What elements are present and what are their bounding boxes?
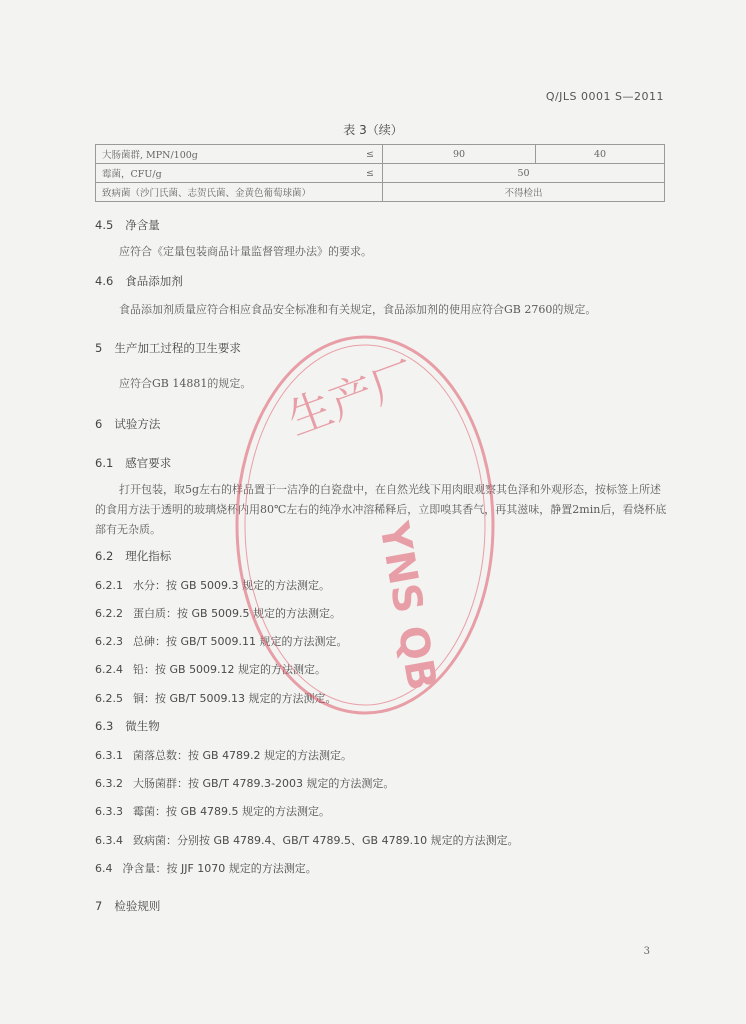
section-number: 6.2 [95, 549, 114, 563]
row-name: 霉菌，CFU/g [96, 164, 349, 183]
item-6-2-2 [95, 605, 341, 621]
item-number: 6.2.1 [95, 579, 123, 592]
section-title: 检验规则 [114, 899, 161, 913]
item-text: 大肠菌群：按 GB/T 4789.3-2003 规定的方法测定。 [133, 777, 395, 790]
section-4-5-text: 应符合《定量包装商品计量监督管理办法》的要求。 [119, 245, 372, 258]
item-number: 6.3.2 [95, 777, 123, 790]
row-symbol: ≤ [348, 145, 383, 164]
row-value-1: 90 [383, 145, 536, 164]
section-title: 试验方法 [114, 417, 161, 431]
section-title: 理化指标 [125, 549, 172, 563]
section-number: 5 [95, 341, 103, 355]
item-number: 6.2.5 [95, 692, 123, 705]
item-6-2-4 [95, 661, 326, 677]
section-number: 4.6 [95, 274, 114, 288]
row-name: 大肠菌群, MPN/100g [96, 145, 349, 164]
item-6-2-1 [95, 577, 330, 593]
item-number: 6.2.4 [95, 663, 123, 676]
item-number: 6.2.3 [95, 635, 123, 648]
section-number: 6.3 [95, 719, 114, 733]
item-text: 霉菌：按 GB 4789.5 规定的方法测定。 [133, 805, 331, 818]
section-5-heading [95, 340, 241, 356]
section-title: 微生物 [125, 719, 160, 733]
table-3-continued [95, 144, 665, 202]
row-name: 致病菌（沙门氏菌、志贺氏菌、金黄色葡萄球菌） [96, 183, 349, 202]
section-number: 7 [95, 899, 103, 913]
row-symbol [348, 183, 383, 202]
section-4-6-heading [95, 273, 183, 289]
item-text: 致病菌：分别按 GB 4789.4、GB/T 4789.5、GB 4789.10 规定的方法测定。 [133, 834, 519, 847]
section-number: 6 [95, 417, 103, 431]
row-value-merged: 不得检出 [383, 183, 665, 202]
section-title: 生产加工过程的卫生要求 [114, 341, 241, 355]
section-4-5-heading [95, 217, 160, 233]
table-row [96, 183, 665, 202]
item-text: 铜：按 GB/T 5009.13 规定的方法测定。 [133, 692, 337, 705]
item-6-2-5 [95, 690, 336, 706]
section-title: 食品添加剂 [125, 274, 183, 288]
item-text: 水分：按 GB 5009.3 规定的方法测定。 [133, 579, 331, 592]
section-title: 净含量 [125, 218, 160, 232]
item-6-3-3 [95, 803, 330, 819]
item-6-4 [95, 860, 317, 876]
item-text: 总砷：按 GB/T 5009.11 规定的方法测定。 [133, 635, 348, 648]
standard-code: Q/JLS 0001 S—2011 [545, 90, 664, 103]
section-5-text: 应符合GB 14881的规定。 [119, 377, 252, 390]
item-6-3-2 [95, 775, 394, 791]
stamp-lettering: YNS QB [370, 518, 445, 694]
item-number: 6.3.1 [95, 749, 123, 762]
table-row [96, 164, 665, 183]
table-row [96, 145, 665, 164]
row-value-2: 40 [536, 145, 665, 164]
section-number: 6.1 [95, 456, 114, 470]
stamp-lettering: 生产厂 [281, 352, 423, 446]
item-6-2-3 [95, 633, 347, 649]
table-caption: 表 3（续） [343, 123, 403, 137]
item-text: 蛋白质：按 GB 5009.5 规定的方法测定。 [133, 607, 342, 620]
section-4-6-text: 食品添加剂质量应符合相应食品安全标准和有关规定，食品添加剂的使用应符合GB 2760的规定。 [119, 303, 597, 316]
section-6-1-heading [95, 455, 171, 471]
section-6-1-text: 打开包装，取5g左右的样品置于一洁净的白瓷盘中，在自然光线下用肉眼观察其色泽和外观形态，按标签上所述的食用方法于透明的玻璃烧杯内用80℃左右的纯净水冲溶稀释后，立即嗅其香气，再其滋味，静置2min后，看烧杯底部有无杂质。 [95, 483, 667, 536]
page-number: 3 [643, 946, 650, 957]
row-value-merged: 50 [383, 164, 665, 183]
item-6-3-1 [95, 747, 352, 763]
row-symbol: ≤ [348, 164, 383, 183]
item-number: 6.4 [95, 862, 113, 875]
item-number: 6.3.4 [95, 834, 123, 847]
section-number: 4.5 [95, 218, 114, 232]
section-7-heading [95, 898, 160, 914]
section-6-heading [95, 416, 160, 432]
item-text: 菌落总数：按 GB 4789.2 规定的方法测定。 [133, 749, 353, 762]
section-title: 感官要求 [125, 456, 172, 470]
item-text: 净含量：按 JJF 1070 规定的方法测定。 [122, 862, 317, 875]
item-6-3-4 [95, 832, 519, 848]
item-number: 6.3.3 [95, 805, 123, 818]
item-text: 铅：按 GB 5009.12 规定的方法测定。 [133, 663, 327, 676]
item-number: 6.2.2 [95, 607, 123, 620]
section-6-2-heading [95, 548, 171, 564]
section-6-3-heading [95, 718, 160, 734]
